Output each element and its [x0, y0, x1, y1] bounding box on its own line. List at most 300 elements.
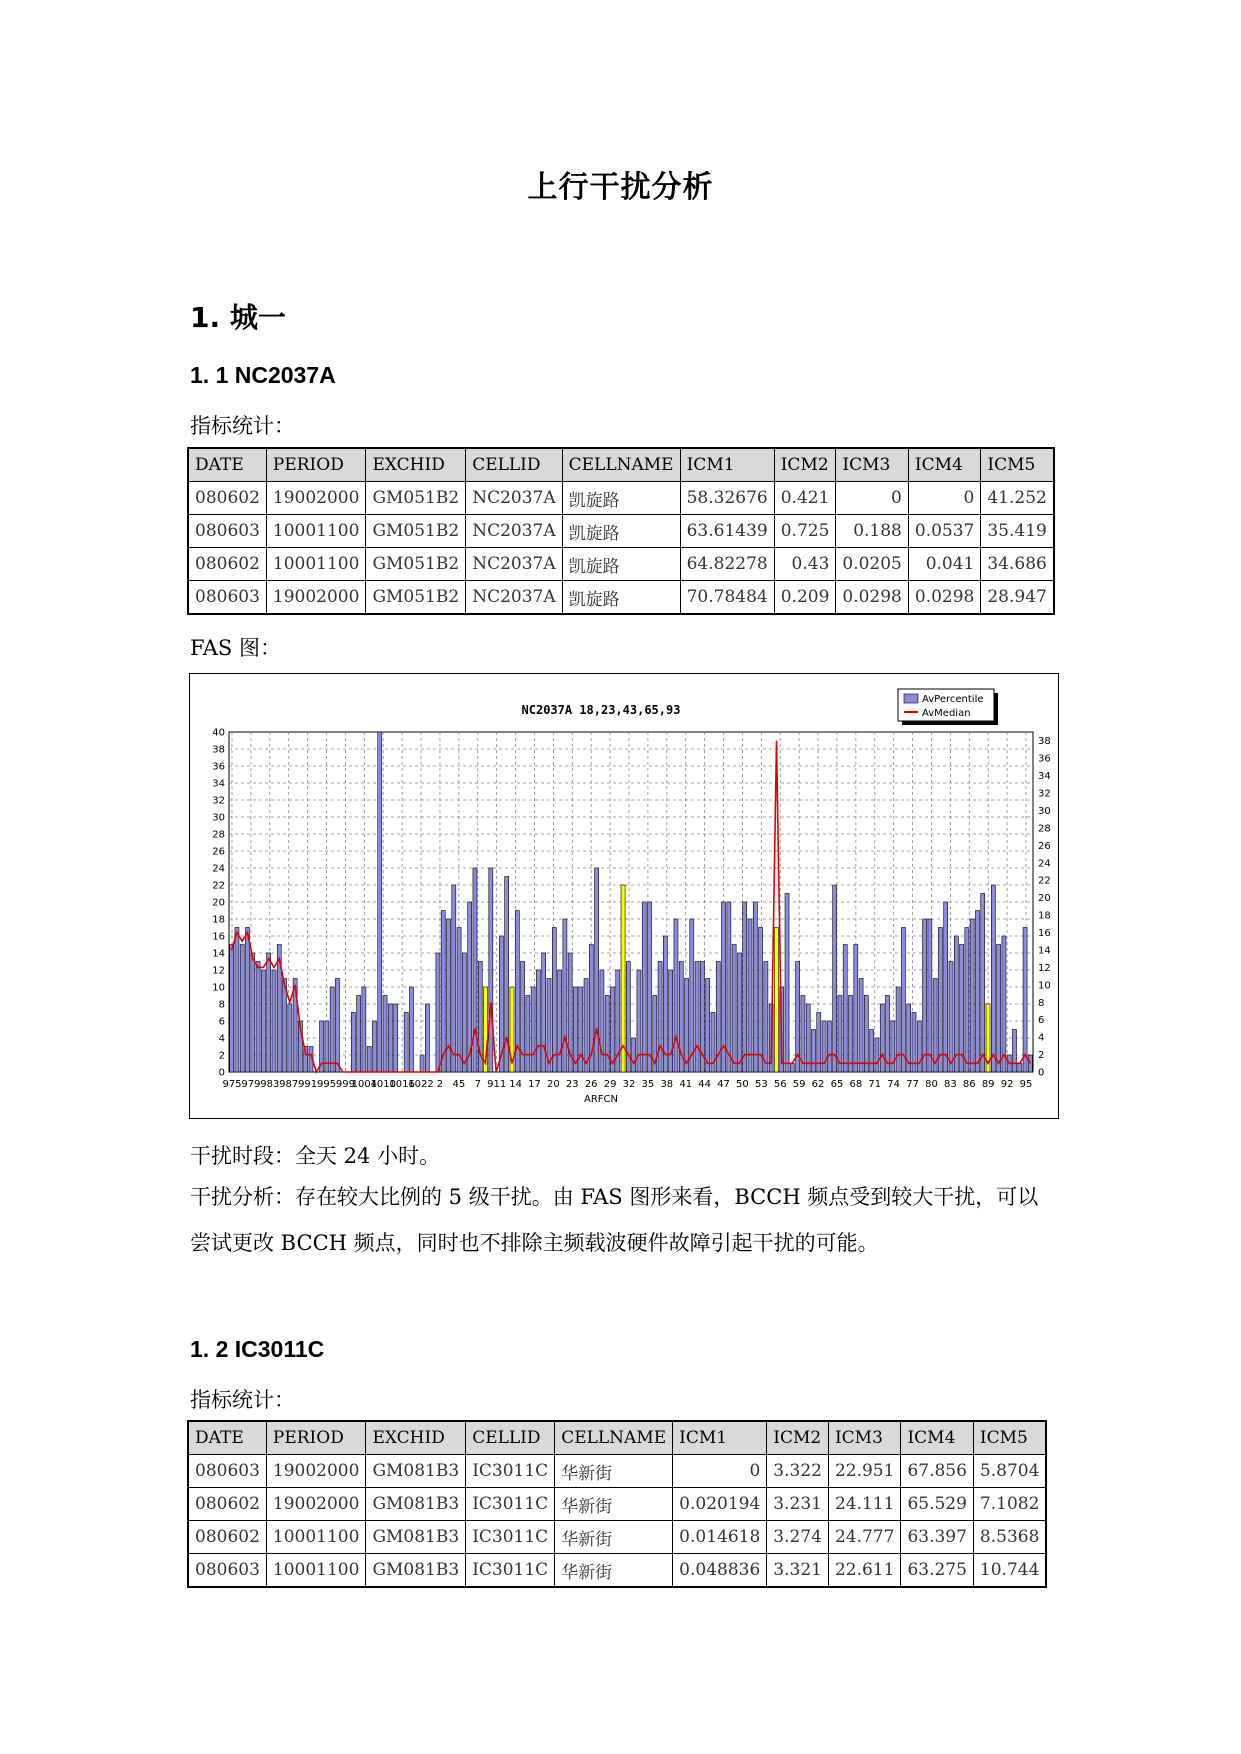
- bar: [521, 962, 525, 1073]
- table-cell: 凯旋路: [562, 515, 680, 548]
- bar: [1023, 928, 1027, 1073]
- y2-tick-label: 12: [1038, 962, 1051, 974]
- bar: [473, 868, 477, 1072]
- bar: [811, 1030, 815, 1073]
- legend-swatch-percentile: [904, 694, 918, 703]
- bar: [240, 945, 244, 1073]
- header-cell: ICM3: [836, 448, 908, 482]
- stats-label: 指标统计：: [190, 414, 295, 438]
- x-tick-label: 92: [1000, 1079, 1014, 1090]
- table-cell: 0.041: [908, 548, 980, 581]
- bar: [822, 1021, 826, 1072]
- bar: [632, 1038, 636, 1072]
- bar: [272, 970, 276, 1072]
- x-tick-label: 45: [452, 1079, 466, 1090]
- bar: [351, 1013, 355, 1073]
- bar: [256, 962, 260, 1073]
- x-tick-label: 68: [849, 1079, 863, 1090]
- table-cell: 19002000: [266, 581, 366, 615]
- table-cell: 28.947: [981, 581, 1054, 615]
- x-tick-label: 89: [981, 1079, 995, 1090]
- bar: [378, 732, 382, 1072]
- x-tick-label: 32: [622, 1079, 636, 1090]
- bar: [367, 1047, 371, 1073]
- table-cell: 34.686: [981, 548, 1054, 581]
- header-cell: ICM4: [901, 1421, 973, 1455]
- stats-table-nc2037a: [187, 447, 1055, 615]
- bar: [558, 970, 562, 1072]
- y-tick-label: 14: [212, 948, 225, 960]
- table-header-row: [188, 448, 1054, 482]
- x-tick-label: 2: [436, 1079, 444, 1090]
- y-tick-label: 26: [212, 846, 225, 858]
- bar: [420, 1055, 424, 1072]
- bar: [727, 902, 731, 1072]
- x-tick-label: 7: [474, 1079, 481, 1090]
- x-tick-label: 983: [260, 1079, 280, 1090]
- bar: [790, 1064, 794, 1073]
- y-tick-label: 24: [212, 863, 225, 875]
- header-cell: PERIOD: [266, 1421, 366, 1455]
- bar: [965, 928, 969, 1073]
- table-cell: 0: [673, 1455, 767, 1488]
- y2-tick-label: 26: [1038, 840, 1051, 852]
- bar: [658, 962, 662, 1073]
- bar: [864, 996, 868, 1073]
- legend-label-median: AvMedian: [922, 708, 971, 719]
- header-cell: ICM1: [673, 1421, 767, 1455]
- y-tick-label: 4: [218, 1033, 225, 1045]
- y-tick-label: 16: [212, 931, 225, 943]
- y2-tick-label: 28: [1038, 823, 1051, 835]
- y2-tick-label: 20: [1038, 893, 1051, 905]
- y-tick-label: 34: [212, 778, 225, 790]
- table-header-row: [188, 1421, 1046, 1455]
- bar: [896, 987, 900, 1072]
- x-tick-label: 14: [509, 1079, 522, 1090]
- table-row: [188, 1521, 1046, 1554]
- bar: [573, 987, 577, 1072]
- table-row: [188, 1455, 1046, 1488]
- bar: [536, 970, 540, 1072]
- table-cell: 080602: [188, 482, 266, 515]
- bar: [621, 885, 625, 1072]
- x-tick-label: 95: [1019, 1079, 1033, 1090]
- y-tick-label: 20: [212, 897, 225, 909]
- bar: [785, 894, 789, 1073]
- bar: [605, 996, 609, 1073]
- y2-tick-label: 38: [1038, 736, 1051, 748]
- header-cell: ICM2: [774, 448, 836, 482]
- table-cell: GM051B2: [366, 515, 466, 548]
- y-tick-label: 8: [218, 999, 225, 1011]
- table-cell: 0.0205: [836, 548, 908, 581]
- bar: [938, 928, 942, 1073]
- y-tick-label: 0: [218, 1067, 225, 1079]
- legend-label-percentile: AvPercentile: [922, 694, 984, 705]
- bar: [404, 1013, 408, 1073]
- bar: [330, 987, 334, 1072]
- table-cell: 10001100: [266, 1521, 366, 1554]
- y-tick-label: 38: [212, 744, 225, 756]
- y2-tick-label: 32: [1038, 788, 1051, 800]
- table-cell: 0.0298: [836, 581, 908, 615]
- bar: [335, 979, 339, 1073]
- table-cell: 0: [836, 482, 908, 515]
- table-cell: 080602: [188, 1521, 266, 1554]
- bar: [441, 911, 445, 1073]
- header-cell: PERIOD: [266, 448, 366, 482]
- bar: [759, 928, 763, 1073]
- x-axis-label: ARFCN: [583, 1094, 619, 1105]
- bar: [975, 911, 979, 1073]
- header-cell: DATE: [188, 1421, 266, 1455]
- bar: [743, 902, 747, 1072]
- x-tick-label: 56: [773, 1079, 787, 1090]
- bar: [748, 919, 752, 1072]
- table-row: [188, 1554, 1046, 1588]
- header-cell: ICM2: [767, 1421, 829, 1455]
- x-tick-label: 74: [887, 1079, 901, 1090]
- x-tick-label: 83: [944, 1079, 957, 1090]
- bar: [949, 962, 953, 1073]
- table-cell: 63.275: [901, 1554, 973, 1588]
- header-cell: ICM5: [981, 448, 1054, 482]
- table-cell: 凯旋路: [562, 548, 680, 581]
- table-cell: 0.43: [774, 548, 836, 581]
- table-cell: GM081B3: [366, 1554, 466, 1588]
- table-cell: GM051B2: [366, 548, 466, 581]
- y2-tick-label: 34: [1038, 771, 1051, 783]
- table-cell: 3.231: [767, 1488, 829, 1521]
- y2-tick-label: 6: [1038, 1015, 1045, 1027]
- x-tick-label: 41: [679, 1079, 693, 1090]
- bar: [991, 885, 995, 1072]
- bar: [283, 979, 287, 1073]
- bar: [674, 919, 678, 1072]
- bar: [917, 1021, 921, 1072]
- bar: [1028, 1055, 1032, 1072]
- y2-tick-label: 16: [1038, 928, 1051, 940]
- bar: [436, 953, 440, 1072]
- fas-chart-svg: [190, 674, 1058, 1118]
- bar: [489, 868, 493, 1072]
- table-cell: 58.32676: [680, 482, 774, 515]
- table-cell: 0.014618: [673, 1521, 767, 1554]
- table-cell: 63.61439: [680, 515, 774, 548]
- x-tick-label: 1016: [389, 1079, 415, 1090]
- table-row: [188, 581, 1054, 615]
- x-tick-label: 38: [660, 1079, 674, 1090]
- y2-tick-label: 24: [1038, 858, 1051, 870]
- bar: [843, 945, 847, 1073]
- table-cell: IC3011C: [466, 1488, 555, 1521]
- y-tick-label: 18: [212, 914, 225, 926]
- table-cell: 22.611: [828, 1554, 900, 1588]
- y2-tick-label: 14: [1038, 945, 1051, 957]
- table-cell: 华新街: [555, 1554, 673, 1588]
- x-tick-label: 975: [222, 1079, 242, 1090]
- bar: [1012, 1030, 1016, 1073]
- header-cell: DATE: [188, 448, 266, 482]
- bar: [1002, 936, 1006, 1072]
- table-cell: IC3011C: [466, 1455, 555, 1488]
- y2-tick-label: 8: [1038, 997, 1045, 1009]
- bar: [542, 953, 546, 1072]
- x-tick-label: 987: [279, 1079, 299, 1090]
- x-tick-label: 1010: [370, 1079, 396, 1090]
- y-tick-label: 28: [212, 829, 225, 841]
- bar: [425, 1004, 429, 1072]
- table-cell: NC2037A: [466, 548, 562, 581]
- x-tick-label: 26: [584, 1079, 598, 1090]
- bar: [325, 1021, 329, 1072]
- stats-label: 指标统计：: [190, 1388, 295, 1412]
- y-tick-label: 12: [212, 965, 225, 977]
- bar: [732, 945, 736, 1073]
- bar: [669, 970, 673, 1072]
- header-cell: ICM5: [973, 1421, 1046, 1455]
- bar: [854, 945, 858, 1073]
- bar: [584, 979, 588, 1073]
- table-cell: 080602: [188, 548, 266, 581]
- x-tick-label: 35: [641, 1079, 655, 1090]
- table-cell: GM081B3: [366, 1455, 466, 1488]
- x-tick-label: 62: [811, 1079, 825, 1090]
- table-row: [188, 515, 1054, 548]
- bar: [394, 1004, 398, 1072]
- y2-tick-label: 10: [1038, 980, 1051, 992]
- x-tick-label: 59: [792, 1079, 806, 1090]
- y2-tick-label: 36: [1038, 753, 1051, 765]
- table-cell: 22.951: [828, 1455, 900, 1488]
- table-cell: 63.397: [901, 1521, 973, 1554]
- x-tick-label: 979: [241, 1079, 261, 1090]
- bar: [695, 962, 699, 1073]
- header-cell: ICM1: [680, 448, 774, 482]
- table-cell: 0.0298: [908, 581, 980, 615]
- bar: [737, 953, 741, 1072]
- bar: [706, 979, 710, 1073]
- bar: [960, 945, 964, 1073]
- table-cell: 080603: [188, 1554, 266, 1588]
- x-tick-label: 23: [565, 1079, 579, 1090]
- table-cell: 24.777: [828, 1521, 900, 1554]
- table-row: [188, 1488, 1046, 1521]
- table-cell: NC2037A: [466, 581, 562, 615]
- x-tick-label: 53: [754, 1079, 768, 1090]
- bar: [685, 979, 689, 1073]
- interference-analysis: 干扰分析：存在较大比例的 5 级干扰。由 FAS 图形来看，BCCH 频点受到较大干扰，可以尝试更改 BCCH 频点，同时也不排除主频载波硬件故障引起干扰的可能。: [190, 1185, 1039, 1255]
- bar: [600, 970, 604, 1072]
- fas-label: FAS 图：: [190, 636, 281, 660]
- bar: [954, 936, 958, 1072]
- table-row: [188, 548, 1054, 581]
- x-tick-label: 71: [868, 1079, 882, 1090]
- table-cell: 0: [908, 482, 980, 515]
- header-cell: EXCHID: [366, 448, 466, 482]
- x-tick-label: 86: [962, 1079, 976, 1090]
- bar: [261, 970, 265, 1072]
- bar: [267, 953, 271, 1072]
- section-heading: 1. 城一: [190, 301, 286, 334]
- x-tick-label: 44: [698, 1079, 711, 1090]
- y-tick-label: 32: [212, 795, 225, 807]
- table-cell: 19002000: [266, 1455, 366, 1488]
- bar: [457, 928, 461, 1073]
- table-cell: 10001100: [266, 515, 366, 548]
- table-cell: 70.78484: [680, 581, 774, 615]
- table-cell: 080603: [188, 1455, 266, 1488]
- table-cell: 0.188: [836, 515, 908, 548]
- bar: [923, 919, 927, 1072]
- table-cell: 24.111: [828, 1488, 900, 1521]
- table-cell: 0.048836: [673, 1554, 767, 1588]
- table-cell: 41.252: [981, 482, 1054, 515]
- table-cell: 凯旋路: [562, 482, 680, 515]
- bar: [806, 1004, 810, 1072]
- table-cell: 3.274: [767, 1521, 829, 1554]
- bar: [235, 928, 239, 1073]
- bar: [859, 979, 863, 1073]
- header-cell: ICM3: [828, 1421, 900, 1455]
- table-cell: 华新街: [555, 1488, 673, 1521]
- y2-tick-label: 0: [1038, 1067, 1045, 1079]
- table-cell: 10001100: [266, 548, 366, 581]
- table-cell: 65.529: [901, 1488, 973, 1521]
- table-cell: 64.82278: [680, 548, 774, 581]
- header-cell: EXCHID: [366, 1421, 466, 1455]
- x-tick-label: 65: [830, 1079, 844, 1090]
- bar: [531, 987, 535, 1072]
- bar: [849, 996, 853, 1073]
- subsection-heading-ic3011c: 1. 2 IC3011C: [190, 1336, 325, 1362]
- table-cell: 3.321: [767, 1554, 829, 1588]
- x-tick-label: 80: [925, 1079, 938, 1090]
- table-cell: 0.209: [774, 581, 836, 615]
- x-tick-label: 991: [298, 1079, 318, 1090]
- header-cell: CELLID: [466, 1421, 555, 1455]
- x-tick-label: 29: [603, 1079, 617, 1090]
- table-cell: 080602: [188, 1488, 266, 1521]
- x-tick-label: 1022: [408, 1079, 434, 1090]
- table-cell: 35.419: [981, 515, 1054, 548]
- x-tick-label: 995: [316, 1079, 337, 1090]
- bar: [764, 962, 768, 1073]
- table-cell: NC2037A: [466, 482, 562, 515]
- table-row: [188, 482, 1054, 515]
- bar: [880, 1004, 884, 1072]
- interference-period: 干扰时段：全天 24 小时。: [190, 1144, 441, 1168]
- table-cell: IC3011C: [466, 1554, 555, 1588]
- x-tick-label: 77: [906, 1079, 919, 1090]
- bar: [642, 902, 646, 1072]
- table-cell: 0.421: [774, 482, 836, 515]
- bar: [288, 1004, 292, 1072]
- y-tick-label: 22: [212, 880, 225, 892]
- bar: [251, 953, 255, 1072]
- x-tick-label: 47: [717, 1079, 730, 1090]
- bar: [1018, 1064, 1022, 1073]
- bar: [891, 1021, 895, 1072]
- x-tick-label: 911: [487, 1079, 507, 1090]
- subsection-heading-nc2037a: 1. 1 NC2037A: [190, 362, 336, 388]
- table-cell: 0.725: [774, 515, 836, 548]
- bar: [928, 919, 932, 1072]
- bar: [409, 987, 413, 1072]
- table-cell: 080603: [188, 515, 266, 548]
- x-tick-label: 50: [736, 1079, 749, 1090]
- table-cell: 8.5368: [973, 1521, 1046, 1554]
- bar: [970, 919, 974, 1072]
- table-cell: 67.856: [901, 1455, 973, 1488]
- table-cell: GM081B3: [366, 1488, 466, 1521]
- y2-tick-label: 18: [1038, 910, 1051, 922]
- table-cell: NC2037A: [466, 515, 562, 548]
- table-cell: 5.8704: [973, 1455, 1046, 1488]
- table-cell: 19002000: [266, 1488, 366, 1521]
- table-cell: GM051B2: [366, 581, 466, 615]
- stats-table-ic3011c: [187, 1420, 1047, 1588]
- bar: [579, 987, 583, 1072]
- table-cell: IC3011C: [466, 1521, 555, 1554]
- table-cell: 080603: [188, 581, 266, 615]
- bar: [690, 919, 694, 1072]
- table-cell: 10001100: [266, 1554, 366, 1588]
- bar: [563, 919, 567, 1072]
- table-cell: 华新街: [555, 1521, 673, 1554]
- x-tick-label: 17: [528, 1079, 541, 1090]
- y-tick-label: 40: [212, 727, 225, 739]
- bar: [552, 928, 556, 1073]
- bar: [870, 1030, 874, 1073]
- bar: [246, 928, 250, 1073]
- y2-tick-label: 30: [1038, 805, 1051, 817]
- bar: [372, 1021, 376, 1072]
- bar: [833, 885, 837, 1072]
- x-tick-label: 1004: [351, 1079, 378, 1090]
- chart-title: NC2037A 18,23,43,65,93: [521, 703, 681, 717]
- bar: [388, 1004, 392, 1072]
- bar: [595, 868, 599, 1072]
- x-tick-label: 20: [547, 1079, 560, 1090]
- header-cell: CELLNAME: [555, 1421, 673, 1455]
- bar: [357, 996, 361, 1073]
- y-tick-label: 36: [212, 761, 225, 773]
- bar: [774, 928, 778, 1073]
- table-cell: GM051B2: [366, 482, 466, 515]
- bar: [452, 885, 456, 1072]
- bar: [827, 1021, 831, 1072]
- y2-tick-label: 22: [1038, 875, 1051, 887]
- bar: [933, 979, 937, 1073]
- bar: [944, 902, 948, 1072]
- table-cell: 7.1082: [973, 1488, 1046, 1521]
- bar: [997, 945, 1001, 1073]
- table-cell: 0.020194: [673, 1488, 767, 1521]
- bar: [901, 928, 905, 1073]
- x-tick-label: 999: [335, 1079, 355, 1090]
- document-title: 上行干扰分析: [527, 170, 714, 205]
- bar: [875, 1038, 879, 1072]
- bar: [753, 902, 757, 1072]
- header-cell: CELLID: [466, 448, 562, 482]
- table-cell: 19002000: [266, 482, 366, 515]
- table-cell: GM081B3: [366, 1521, 466, 1554]
- bar: [362, 987, 366, 1072]
- bar: [610, 987, 614, 1072]
- y-tick-label: 2: [218, 1050, 225, 1062]
